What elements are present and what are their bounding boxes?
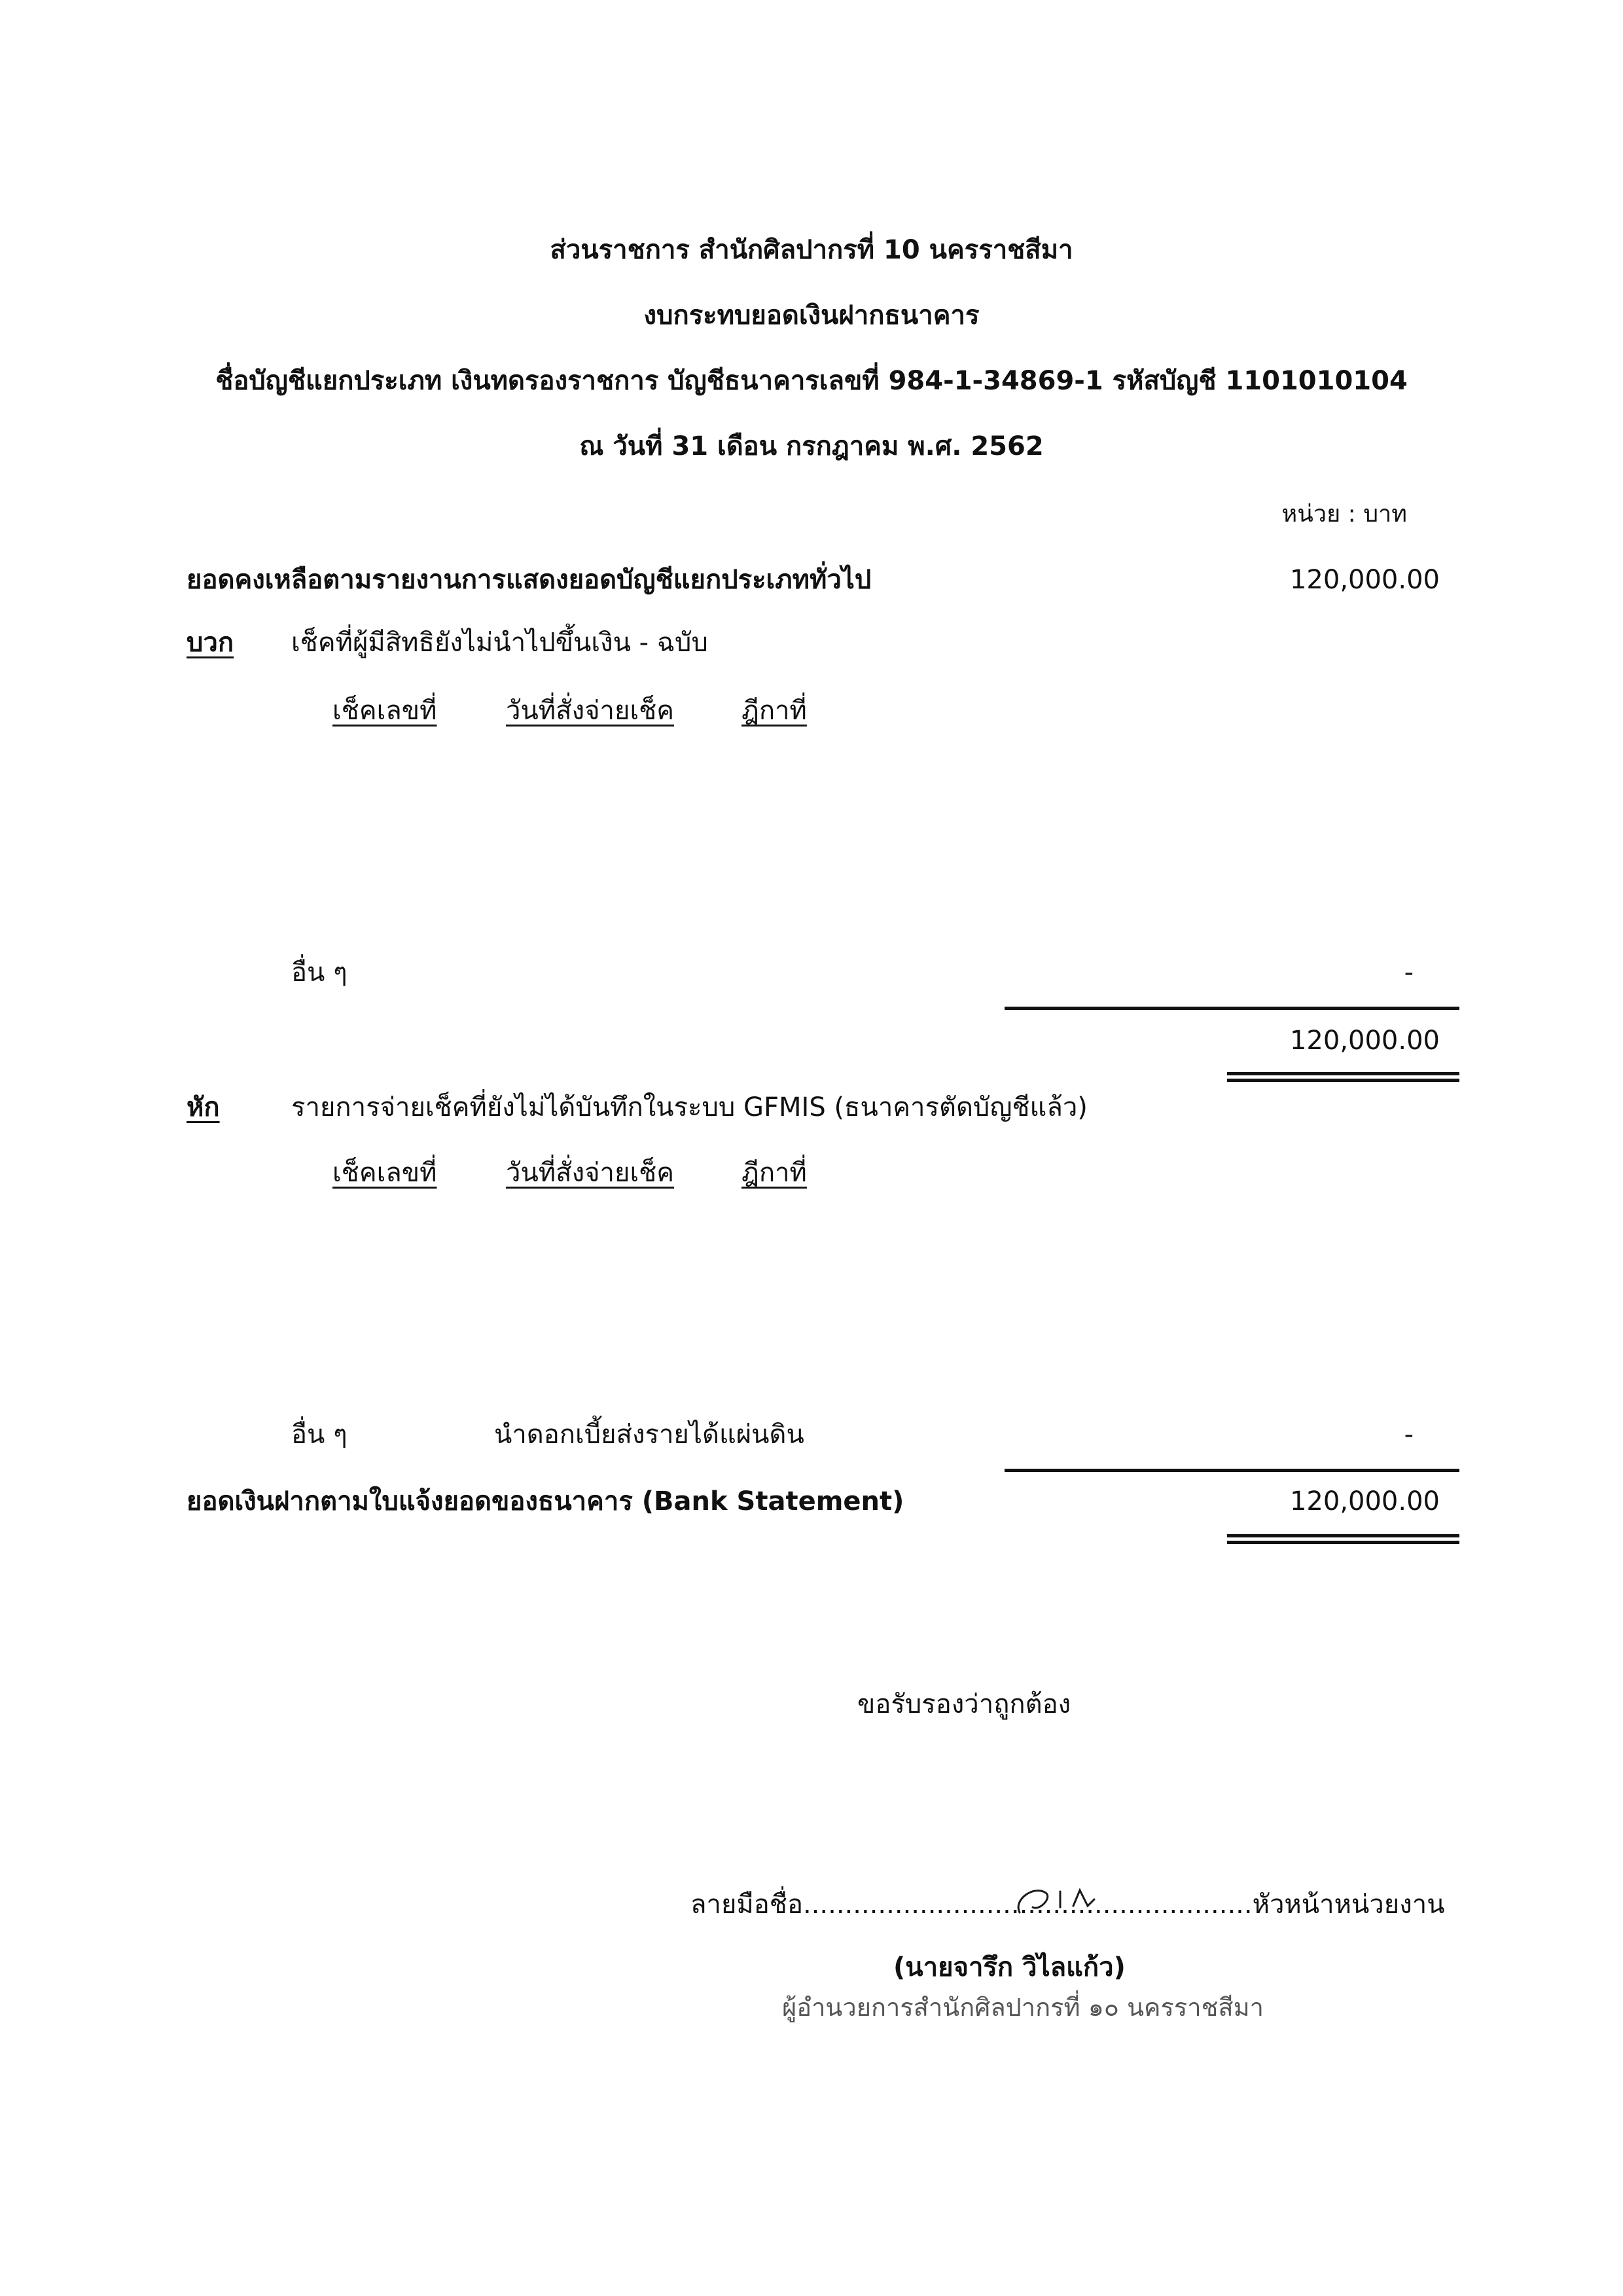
date-line: ณ วันที่ 31 เดือน กรกฎาคม พ.ศ. 2562: [579, 431, 1044, 461]
add-description: เช็คที่ผู้มีสิทธิยังไม่นำไปขึ้นเงิน - ฉบับ: [291, 628, 708, 658]
ledger-balance-amount: 120,000.00: [1289, 565, 1440, 595]
bank-balance-double-rule: [1227, 1534, 1459, 1544]
deduct-col-voucher-no: ฎีกาที่: [741, 1158, 807, 1188]
signature-prefix: ลายมือชื่อ: [690, 1890, 803, 1920]
signature-role: หัวหน้าหน่วยงาน: [1252, 1890, 1445, 1920]
add-other-amount: -: [1404, 958, 1414, 988]
signature-dots: ......................................................: [802, 1890, 1253, 1920]
deduct-other-label: อื่น ๆ: [291, 1420, 348, 1450]
add-subtotal-double-rule: [1227, 1072, 1459, 1082]
unit-label: หน่วย : บาท: [1281, 501, 1407, 528]
add-col-cheque-no: เช็คเลขที่: [332, 696, 437, 726]
certification-text: ขอรับรองว่าถูกต้อง: [857, 1689, 1071, 1719]
deduct-other-note: นำดอกเบี้ยส่งรายได้แผ่นดิน: [494, 1420, 804, 1450]
deduct-other-amount: -: [1404, 1420, 1414, 1450]
deduct-label: หัก: [187, 1092, 220, 1122]
add-subtotal: 120,000.00: [1289, 1026, 1440, 1056]
signatory-name: (นายจารึก วิไลแก้ว): [893, 1952, 1126, 1982]
document-title: งบกระทบยอดเงินฝากธนาคาร: [643, 300, 980, 331]
add-label: บวก: [187, 628, 234, 658]
deduct-sum-rule: [1005, 1469, 1459, 1472]
deduct-col-cheque-date: วันที่สั่งจ่ายเช็ค: [506, 1158, 675, 1188]
add-col-cheque-date: วันที่สั่งจ่ายเช็ค: [506, 696, 675, 726]
account-line: ชื่อบัญชีแยกประเภท เงินทดรองราชการ บัญชีธนาคารเลขที่ 984-1-34869-1 รหัสบัญชี 1101010104: [215, 366, 1408, 396]
add-other-label: อื่น ๆ: [291, 958, 348, 988]
ledger-balance-label: ยอดคงเหลือตามรายงานการแสดงยอดบัญชีแยกประเภททั่วไป: [187, 565, 872, 595]
signatory-position: ผู้อำนวยการสำนักศิลปากรที่ ๑๐ นครราชสีมา: [782, 1993, 1264, 2022]
deduct-description: รายการจ่ายเช็คที่ยังไม่ได้บันทึกในระบบ GFMIS (ธนาคารตัดบัญชีแล้ว): [291, 1092, 1088, 1122]
add-sum-rule: [1005, 1007, 1459, 1010]
deduct-col-cheque-no: เช็คเลขที่: [332, 1158, 437, 1188]
bank-balance-amount: 120,000.00: [1289, 1486, 1440, 1516]
agency-line: ส่วนราชการ สำนักศิลปากรที่ 10 นครราชสีมา: [550, 235, 1073, 265]
handwritten-signature: [1008, 1873, 1139, 1926]
add-col-voucher-no: ฎีกาที่: [741, 696, 807, 726]
bank-balance-label: ยอดเงินฝากตามใบแจ้งยอดของธนาคาร (Bank Statement): [187, 1486, 904, 1516]
